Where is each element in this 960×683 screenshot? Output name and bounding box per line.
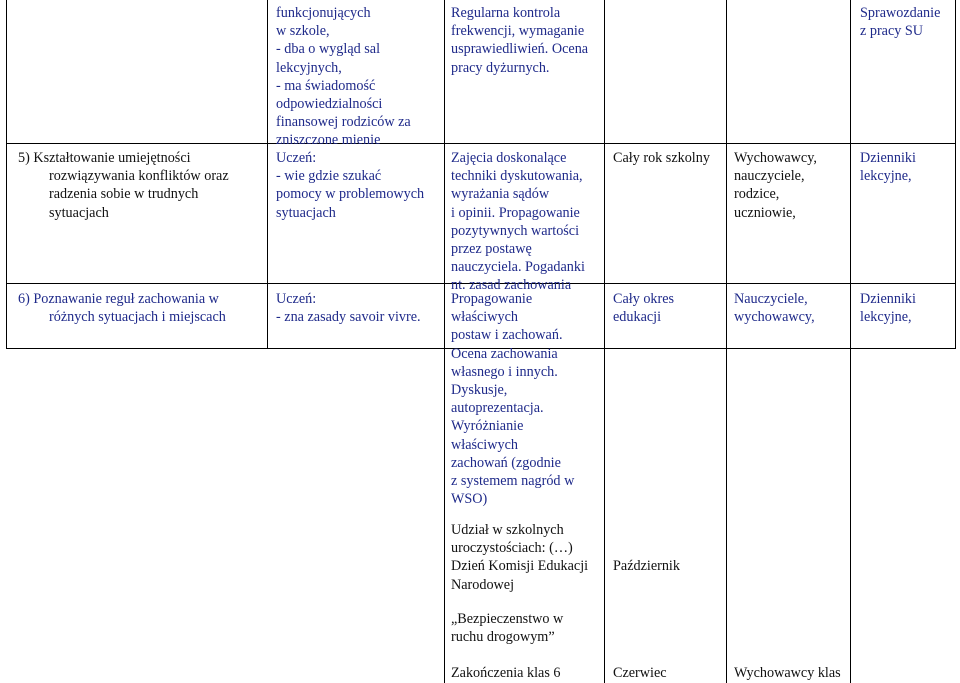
row5-deadline: Cały rok szkolny	[613, 150, 710, 166]
row-a-outcomes: funkcjonujących w szkole, - dba o wygląd sal lekcyjnych, - ma świadomość odpowiedzialności finansowej rodziców za zniszczone mienie	[276, 5, 411, 149]
row5-activities: Zajęcia doskonalące techniki dyskutowania, wyrażania sądów i opinii. Propagowanie pozytywnych wartości przez postawę nauczyciela. Pogadanki nt. zasad zachowania	[451, 150, 585, 294]
table-border-right	[955, 0, 956, 349]
extra2-activities: „Bezpieczenstwo w ruchu drogowym”	[451, 611, 564, 646]
column-divider-5	[850, 0, 851, 683]
row6-outcomes: Uczeń: - zna zasady savoir vivre.	[276, 291, 421, 326]
column-divider-3	[604, 0, 605, 683]
column-divider-4	[726, 0, 727, 683]
extra3-deadline: Czerwiec	[613, 665, 667, 681]
row5-evaluation: Dzienniki lekcyjne,	[860, 150, 916, 185]
column-divider-1	[267, 0, 268, 349]
row-a-evaluation: Sprawozdanie z pracy SU	[860, 5, 941, 40]
table-border-left	[6, 0, 7, 349]
extra3-activities: Zakończenia klas 6	[451, 665, 561, 681]
extra1-deadline: Październik	[613, 558, 680, 574]
row6-evaluation: Dzienniki lekcyjne,	[860, 291, 916, 326]
row5-goal: 5) Kształtowanie umiejętności rozwiązywania konfliktów oraz radzenia sobie w trudnych sytuacjach	[18, 150, 229, 221]
row-divider-1	[6, 143, 956, 144]
extra3-responsible: Wychowawcy klas	[734, 665, 841, 681]
row5-outcomes: Uczeń: - wie gdzie szukać pomocy w problemowych sytuacjach	[276, 150, 425, 221]
row6-activities: Propagowanie właściwych postaw i zachowań. Ocena zachowania własnego i innych. Dyskusje, autoprezentacja. Wyróżnianie właściwych zachowań (zgodnie z systemem nagród w WSO)	[451, 291, 575, 508]
row6-responsible: Nauczyciele, wychowawcy,	[734, 291, 815, 326]
row6-goal: 6) Poznawanie reguł zachowania w różnych sytuacjach i miejscach	[18, 291, 226, 326]
row5-responsible: Wychowawcy, nauczyciele, rodzice, uczniowie,	[734, 150, 817, 221]
extra1-activities: Udział w szkolnych uroczystościach: (…) Dzień Komisji Edukacji Narodowej	[451, 522, 589, 593]
row6-deadline: Cały okres edukacji	[613, 291, 675, 326]
row-a-activities: Regularna kontrola frekwencji, wymaganie usprawiedliwień. Ocena pracy dyżurnych.	[451, 5, 589, 76]
column-divider-2	[444, 0, 445, 683]
